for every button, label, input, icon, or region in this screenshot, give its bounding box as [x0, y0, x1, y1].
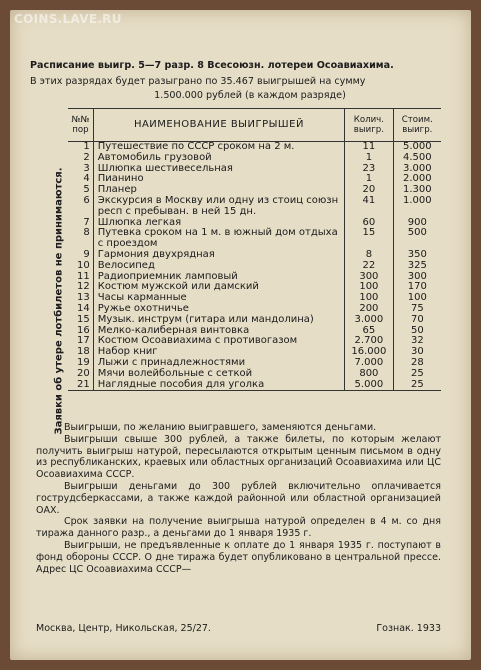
table-row [68, 380, 441, 391]
schedule-sum: 1.500.000 рублей (в каждом разряде) [154, 90, 346, 101]
row-number: 3 [83, 162, 90, 174]
prize-count: 8 [345, 250, 394, 261]
prize-cost: 3.000 [403, 162, 432, 174]
address-text: Москва, Центр, Никольская, 25/27. [36, 623, 211, 634]
prize-cost: 900 [407, 216, 427, 228]
prize-name: Набор книг [93, 347, 344, 358]
note-paragraph: Выигрыши, по желанию выигравшего, заменяются деньгами. [64, 422, 377, 433]
prize-name: Ружье охотничье [93, 304, 344, 315]
prize-cost: 5.000 [403, 141, 432, 152]
row-number: 13 [77, 292, 90, 304]
prize-cost: 30 [410, 346, 424, 358]
schedule-title: Расписание выигр. 5—7 разр. 8 Всесоюзн. лотереи Осоавиахима. [30, 60, 394, 71]
prize-name: Лыжи с принадлежностями [93, 358, 344, 369]
prize-count: 1 [345, 153, 394, 164]
prize-cost: 325 [407, 259, 427, 271]
table-row [68, 196, 441, 218]
row-number: 8 [83, 227, 90, 239]
prize-count: 65 [345, 326, 394, 337]
prize-count: 5.000 [345, 380, 394, 391]
prize-count: 16.000 [345, 347, 394, 358]
prize-cost: 170 [407, 281, 427, 293]
row-number: 9 [83, 248, 90, 260]
row-number: 21 [68, 380, 93, 391]
site-watermark: COINS.LAVE.RU [14, 12, 122, 26]
prize-name: Мелко-калиберная винтовка [93, 326, 344, 337]
prize-cost: 350 [407, 248, 427, 260]
header-num: №№ пор [68, 109, 93, 142]
prize-count: 15 [345, 228, 394, 250]
prize-count: 100 [345, 293, 394, 304]
prize-cost: 25 [393, 380, 441, 391]
prize-cost: 4.500 [403, 151, 432, 163]
prize-cost: 28 [410, 356, 424, 368]
row-number: 14 [77, 302, 90, 314]
prize-name: Путешествие по СССР сроком на 2 м. [93, 142, 344, 153]
prize-count: 22 [345, 261, 394, 272]
prize-cost: 50 [410, 324, 424, 336]
prize-count: 800 [345, 369, 394, 380]
row-number: 11 [77, 270, 90, 282]
prize-name: Пианино [93, 174, 344, 185]
prize-count: 11 [345, 142, 394, 153]
note-paragraph: Срок заявки на получение выигрыша натурой определен в 4 м. со дня тиража данного разр., а деньгами до 1 января 1935 г. [36, 516, 441, 540]
prize-name: Мячи волейбольные с сеткой [93, 369, 344, 380]
prize-count: 20 [345, 185, 394, 196]
prize-cost: 25 [410, 367, 424, 379]
table-row [68, 369, 441, 380]
prize-count: 41 [345, 196, 394, 218]
prize-cost: 75 [410, 302, 424, 314]
prize-count: 23 [345, 164, 394, 175]
side-note-text: Заявки об утере лотбилетов не принимаются. [53, 167, 65, 435]
prize-count: 2.700 [345, 336, 394, 347]
row-number: 2 [83, 151, 90, 163]
prize-cost: 70 [410, 313, 424, 325]
prize-cost: 500 [407, 227, 427, 239]
table-row [68, 228, 441, 250]
prize-name: Шлюпка шестивесельная [93, 164, 344, 175]
prize-name: Костюм Осоавиахима с противогазом [93, 336, 344, 347]
notes-block [36, 422, 441, 575]
prize-count: 200 [345, 304, 394, 315]
prize-table [68, 108, 441, 391]
row-number: 20 [77, 367, 90, 379]
prize-name: Путевка сроком на 1 м. в южный дом отдыха с проездом [93, 228, 344, 250]
prize-count: 60 [345, 218, 394, 229]
note-paragraph: Выигрыши, не предъявленные к оплате до 1 января 1935 г. поступают в фонд обороны СССР. О дне тиража будет опубликовано в центральной прессе. Адрес ЦС Осоавиахима СССР— [36, 539, 441, 575]
row-number: 16 [77, 324, 90, 336]
row-number: 15 [77, 313, 90, 325]
row-number: 7 [83, 216, 90, 228]
table-row [68, 153, 441, 164]
prize-name: Шлюпка легкая [93, 218, 344, 229]
prize-cost: 100 [407, 292, 427, 304]
prize-cost: 32 [410, 335, 424, 347]
prize-name: Музык. инструм (гитара или мандолина) [93, 315, 344, 326]
printer-imprint: Гознак. 1933 [376, 623, 441, 634]
header-count: Колич. выигр. [345, 109, 394, 142]
table-header-row [68, 109, 441, 142]
prize-name: Часы карманные [93, 293, 344, 304]
prize-count: 300 [345, 272, 394, 283]
row-number: 18 [77, 346, 90, 358]
prize-rows [68, 142, 441, 391]
prize-name: Гармония двухрядная [93, 250, 344, 261]
prize-name: Экскурсия в Москву или одну из стоиц союзн респ с пребыван. в ней 15 дн. [93, 196, 344, 218]
row-number: 12 [77, 281, 90, 293]
row-number: 5 [83, 184, 90, 196]
prize-cost: 2.000 [403, 173, 432, 185]
row-number: 1 [83, 141, 90, 152]
prize-name: Наглядные пособия для уголка [93, 380, 344, 391]
note-paragraph: Выигрыши деньгами до 300 рублей включительно оплачивается гострудсберкассами, а также каждой районной или областной организацией ОАХ. [36, 480, 441, 516]
prize-name: Планер [93, 185, 344, 196]
prize-name: Костюм мужской или дамский [93, 282, 344, 293]
lottery-ticket-back [10, 10, 471, 660]
prize-count: 7.000 [345, 358, 394, 369]
row-number: 10 [77, 259, 90, 271]
prize-cost: 1.300 [403, 184, 432, 196]
note-paragraph: Выигрыши свыше 300 рублей, а также билеты, по которым желают получить выигрыш натурой, пересылаются открытым ценным письмом в одну из республиканских, краевых или областных организаций Осоавиахима или ЦС Осоавиахима СССР. [36, 433, 441, 481]
prize-count: 100 [345, 282, 394, 293]
row-number: 6 [83, 194, 90, 206]
prize-count: 1 [345, 174, 394, 185]
address-line [36, 623, 441, 634]
table-row [68, 315, 441, 326]
header-name: НАИМЕНОВАНИЕ ВЫИГРЫШЕЙ [93, 109, 344, 142]
row-number: 19 [77, 356, 90, 368]
prize-cost: 300 [407, 270, 427, 282]
prize-name: Велосипед [93, 261, 344, 272]
prize-name: Автомобиль грузовой [93, 153, 344, 164]
vertical-side-note [48, 140, 70, 462]
prize-name: Радиоприемник ламповый [93, 272, 344, 283]
table-row [68, 261, 441, 272]
prize-count: 3.000 [345, 315, 394, 326]
row-number: 17 [77, 335, 90, 347]
header-cost: Стоим. выигр. [393, 109, 441, 142]
prize-cost: 1.000 [403, 194, 432, 206]
schedule-subtitle: В этих разрядах будет разыграно по 35.467 выигрышей на сумму [30, 76, 366, 87]
row-number: 4 [83, 173, 90, 185]
